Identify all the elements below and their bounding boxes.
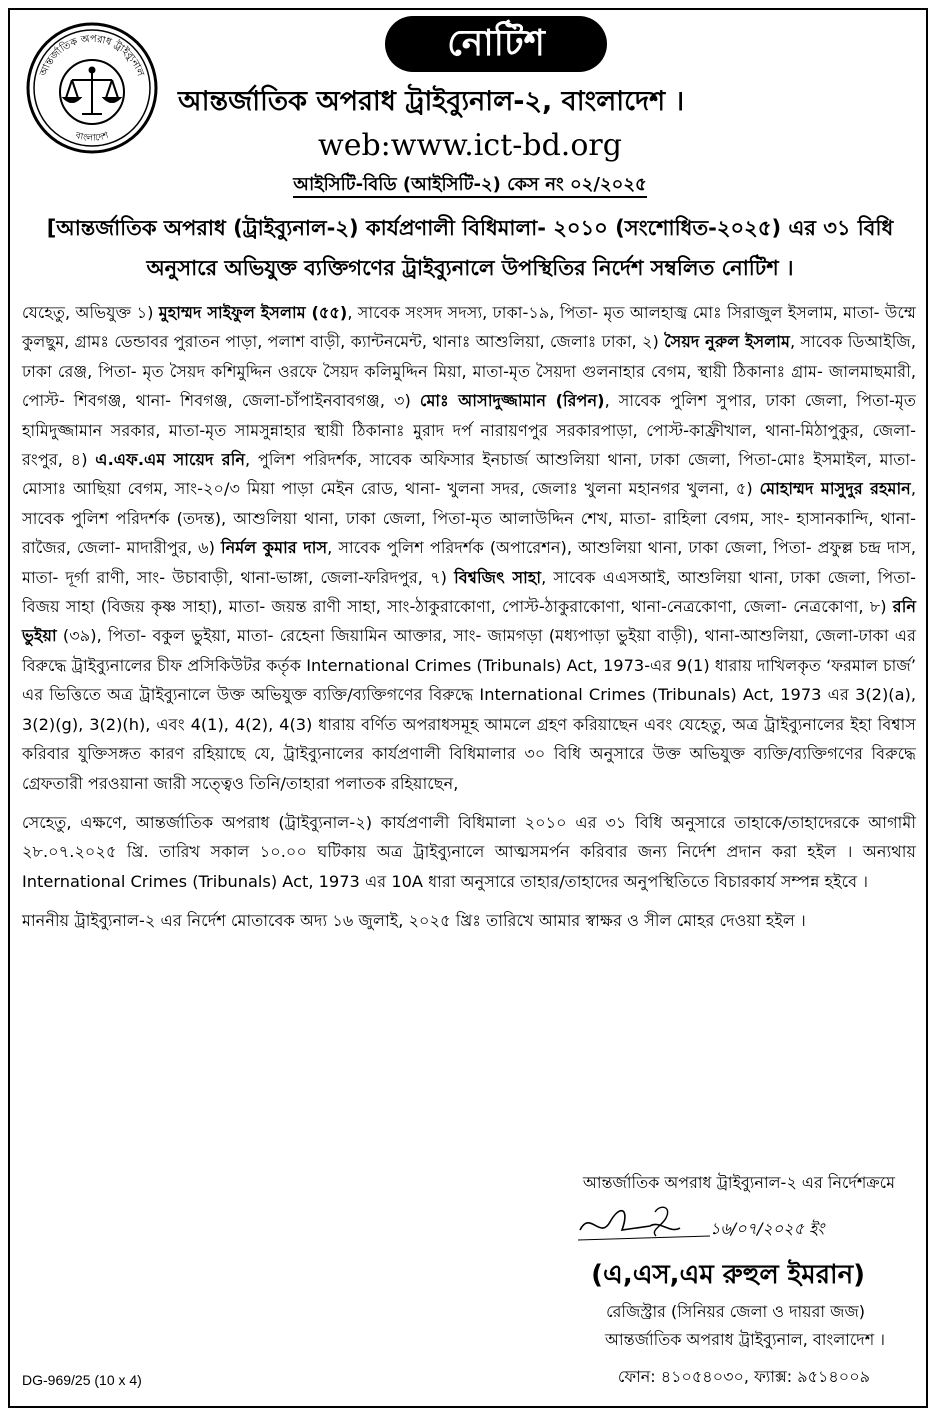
- notice-body: [22, 298, 916, 936]
- paragraph-text-segment: , সাবেক এএসআই, আশুলিয়া থানা, ঢাকা জেলা, পিতা- বিজয় সাহা (বিজয় কৃষ্ণ সাহা), মাতা- জয়ন্ত রাণী সাহা, সাং-ঠাকুরাকোণা, পোস্ট-ঠাকুরাকোণা, থানা-নেত্রকোণা, জেলা- নেত্রকোণা, ৮): [22, 567, 917, 617]
- dg-code: DG-969/25 (10 x 4): [22, 1372, 142, 1388]
- notice-heading: [22, 208, 918, 288]
- signature-date: ১৬/০৭/২০২৫ ইং: [710, 1219, 825, 1238]
- paragraph-accused-list: [22, 298, 916, 798]
- paragraph-text-segment: যেহেতু, অভিযুক্ত ১): [22, 303, 159, 322]
- accused-name: সৈয়দ নুরুল ইসলাম: [664, 332, 790, 352]
- accused-name: এ.এফ.এম সায়েদ রনি: [95, 450, 245, 470]
- paragraph-text-segment: , সাবেক পুলিশ পরিদর্শক (তদন্ত), আশুলিয়া থানা, ঢাকা জেলা, পিতা-মৃত আলাউদ্দিন শেখ, মাতা- রাহিলা বেগম, সাং- হাসানকান্দি, থানা- রাজৈর, জেলা- মাদারীপুর, ৬): [22, 479, 916, 558]
- organization-name: আন্তর্জাতিক অপরাধ ট্রাইব্যুনাল-২, বাংলাদেশ ।: [178, 86, 685, 117]
- paragraph-text-segment: , সাবেক ডিআইজি, ঢাকা রেঞ্জ, পিতা- মৃত সৈয়দ কশিমুদ্দিন ওরফে সৈয়দ কলিমুদ্দিন মিয়া, মাতা-মৃত সৈয়দা গুলনাহার বেগম, স্থায়ী ঠিকানাঃ গ্রাম- জালমাছমারী, পোস্ট- শিবগঞ্জ, থানা- শিবগঞ্জ, জেলা-চাঁপাইনবাবগঞ্জ, ৩): [22, 332, 916, 411]
- signatory-name: (এ,এস,এম রুহুল ইমরান): [591, 1260, 865, 1290]
- paragraph-text-segment: (৩৯), পিতা- বকুল ভুইয়া, মাতা- রেহেনা জিয়ামিন আক্তার, সাং- জামগড়া (মধ্যপাড়া ভুইয়া বাড়ী), থানা-আশুলিয়া, জেলা-ঢাকা এর বিরুদ্ধে ট্রাইব্যুনালের চীফ প্রসিকিউটর কর্তৃক International Crimes (Tribunals) Act, 1973-এর 9(1) ধারায় দাখিলকৃত ‘ফরমাল চার্জ’ এর ভিত্তিতে অত্র ট্রাইব্যুনালে উক্ত অভিযুক্ত ব্যক্তি/ব্যক্তিগণের বিরুদ্ধে International Crimes (Tribunals) Act, 1973 এর 3(2)(a), 3(2)(g), 3(2)(h), এবং 4(1), 4(2), 4(3) ধারায় বর্ণিত অপরাধসমূহ আমলে গ্রহণ করিয়াছেন এবং যেহেতু, অত্র ট্রাইব্যুনালের ইহা বিশ্বাস করিবার যুক্তিসঙ্গত কারণ রহিয়াছে যে, ট্রাইব্যুনালের কার্যপ্রণালী বিধিমালার ৩০ বিধি অনুসারে উক্ত অভিযুক্ত ব্যক্তি/ব্যক্তিগণের বিরুদ্ধে গ্রেফতারী পরওয়ানা জারী সত্ত্বেও তিনি/তাহারা পলাতক রহিয়াছেন,: [22, 626, 916, 793]
- paragraph-text-segment: , সাবেক পুলিশ সুপার, ঢাকা জেলা, পিতা-মৃত হামিদুজ্জামান সরকার, মাতা-মৃত সামসুন্নাহার স্থায়ী ঠিকানাঃ মুরাদ দর্প নারায়ণপুর সরকারপাড়া, পোস্ট-কাফ্রীখাল, থানা-মিঠাপুকুর, জেলা-রংপুর, ৪): [22, 391, 916, 470]
- by-order-line: আন্তর্জাতিক অপরাধ ট্রাইব্যুনাল-২ এর নির্দেশক্রমে: [582, 1173, 895, 1192]
- paragraph-signature-statement: মাননীয় ট্রাইব্যুনাল-২ এর নির্দেশ মোতাবেক অদ্য ১৬ জুলাই, ২০২৫ খ্রিঃ তারিখে আমার স্বাক্ষর ও সীল মোহর দেওয়া হইল ।: [22, 911, 806, 931]
- accused-name: রনি ভুইয়া: [22, 597, 916, 646]
- paragraph-text-segment: , সাবেক সংসদ সদস্য, ঢাকা-১৯, পিতা- মৃত আলহাজ্ব মোঃ সিরাজুল ইসলাম, মাতা- উম্মে কুলছুম, গ্রামঃ ডেন্ডাবর পুরাতন পাড়া, পলাশ বাড়ী, ক্যান্টনমেন্ট, থানাঃ আশুলিয়া, জেলাঃ ঢাকা, ২): [22, 303, 916, 352]
- paragraph-surrender-order: সেহেতু, এক্ষণে, আন্তর্জাতিক অপরাধ (ট্রাইব্যুনাল-২) কার্যপ্রণালী বিধিমালা ২০১০ এর ৩১ বিধি অনুসারে তাহাকে/তাহাদেরকে আগামী ২৮.০৭.২০২৫ খ্রি. তারিখ সকাল ১০.০০ ঘটিকায় অত্র ট্রাইব্যুনালে আত্মসমর্পন করিবার জন্য নির্দেশ প্রদান করা হইল । অন্যথায় International Crimes (Tribunals) Act, 1973 এর 10A ধারা অনুসারে তাহার/তাহাদের অনুপস্থিতিতে বিচারকার্য সম্পন্ন হইবে ।: [22, 812, 916, 891]
- accused-name: মোঃ আসাদুজ্জামান (রিপন): [419, 391, 605, 411]
- accused-name: মুহাম্মদ সাইফুল ইসলাম (৫৫): [158, 303, 348, 322]
- seal-bottom-text: বাংলাদেশ: [74, 130, 110, 144]
- case-number: [0, 172, 940, 198]
- signatory-office: আন্তর্জাতিক অপরাধ ট্রাইব্যুনাল, বাংলাদেশ ।: [605, 1330, 885, 1349]
- paragraph-text-segment: , সাবেক পুলিশ পরিদর্শক (অপারেশন), আশুলিয়া থানা, ঢাকা জেলা, পিতা- প্রফুল্ল চন্দ্র দাস, মাতা- দূর্গা রাণী, সাং- উচাবাড়ী, থানা-ভাঙ্গা, জেলা-ফরিদপুর, ৭): [22, 538, 917, 587]
- notice-heading-line-2: অনুসারে অভিযুক্ত ব্যক্তিগণের ট্রাইব্যুনালে উপস্থিতির নির্দেশ সম্বলিত নোটিশ ।: [146, 256, 794, 280]
- signatory-designation: রেজিস্ট্রার (সিনিয়র জেলা ও দায়রা জজ): [606, 1302, 865, 1321]
- accused-name: মোহাম্মদ মাসুদুর রহমান: [759, 479, 911, 499]
- website-address: web:www.ict-bd.org: [318, 128, 622, 163]
- notice-title-badge: নোটিশ: [385, 16, 607, 72]
- scales-of-justice-icon: [64, 68, 120, 115]
- contact-phone-fax: ফোন: ৪১০৫৪০৩০, ফ্যাক্স: ৯৫১৪০০৯: [617, 1367, 870, 1386]
- paragraph-text-segment: , পুলিশ পরিদর্শক, সাবেক অফিসার ইনচার্জ আশুলিয়া থানা, ঢাকা জেলা, পিতা-মোঃ ইসমাইল, মাতা- মোসাঃ আছিয়া বেগম, সাং-২০/৩ মিয়া পাড়া মেইন রোড, থানা- খুলনা সদর, জেলাঃ খুলনা মহানগর খুলনা, ৫): [22, 450, 916, 499]
- accused-name: বিশ্বজিৎ সাহা: [454, 567, 542, 587]
- seal-top-text: আন্তর্জাতিক অপরাধ ট্রাইব্যুনাল: [38, 33, 146, 78]
- notice-heading-line-1: [আন্তর্জাতিক অপরাধ (ট্রাইব্যুনাল-২) কার্যপ্রণালী বিধিমালা- ২০১০ (সংশোধিত-২০২৫) এর ৩১ বিধি: [46, 216, 894, 240]
- case-number-text: আইসিটি-বিডি (আইসিটি-২) কেস নং ০২/২০২৫: [293, 174, 647, 198]
- accused-name: নির্মল কুমার দাস: [220, 538, 328, 558]
